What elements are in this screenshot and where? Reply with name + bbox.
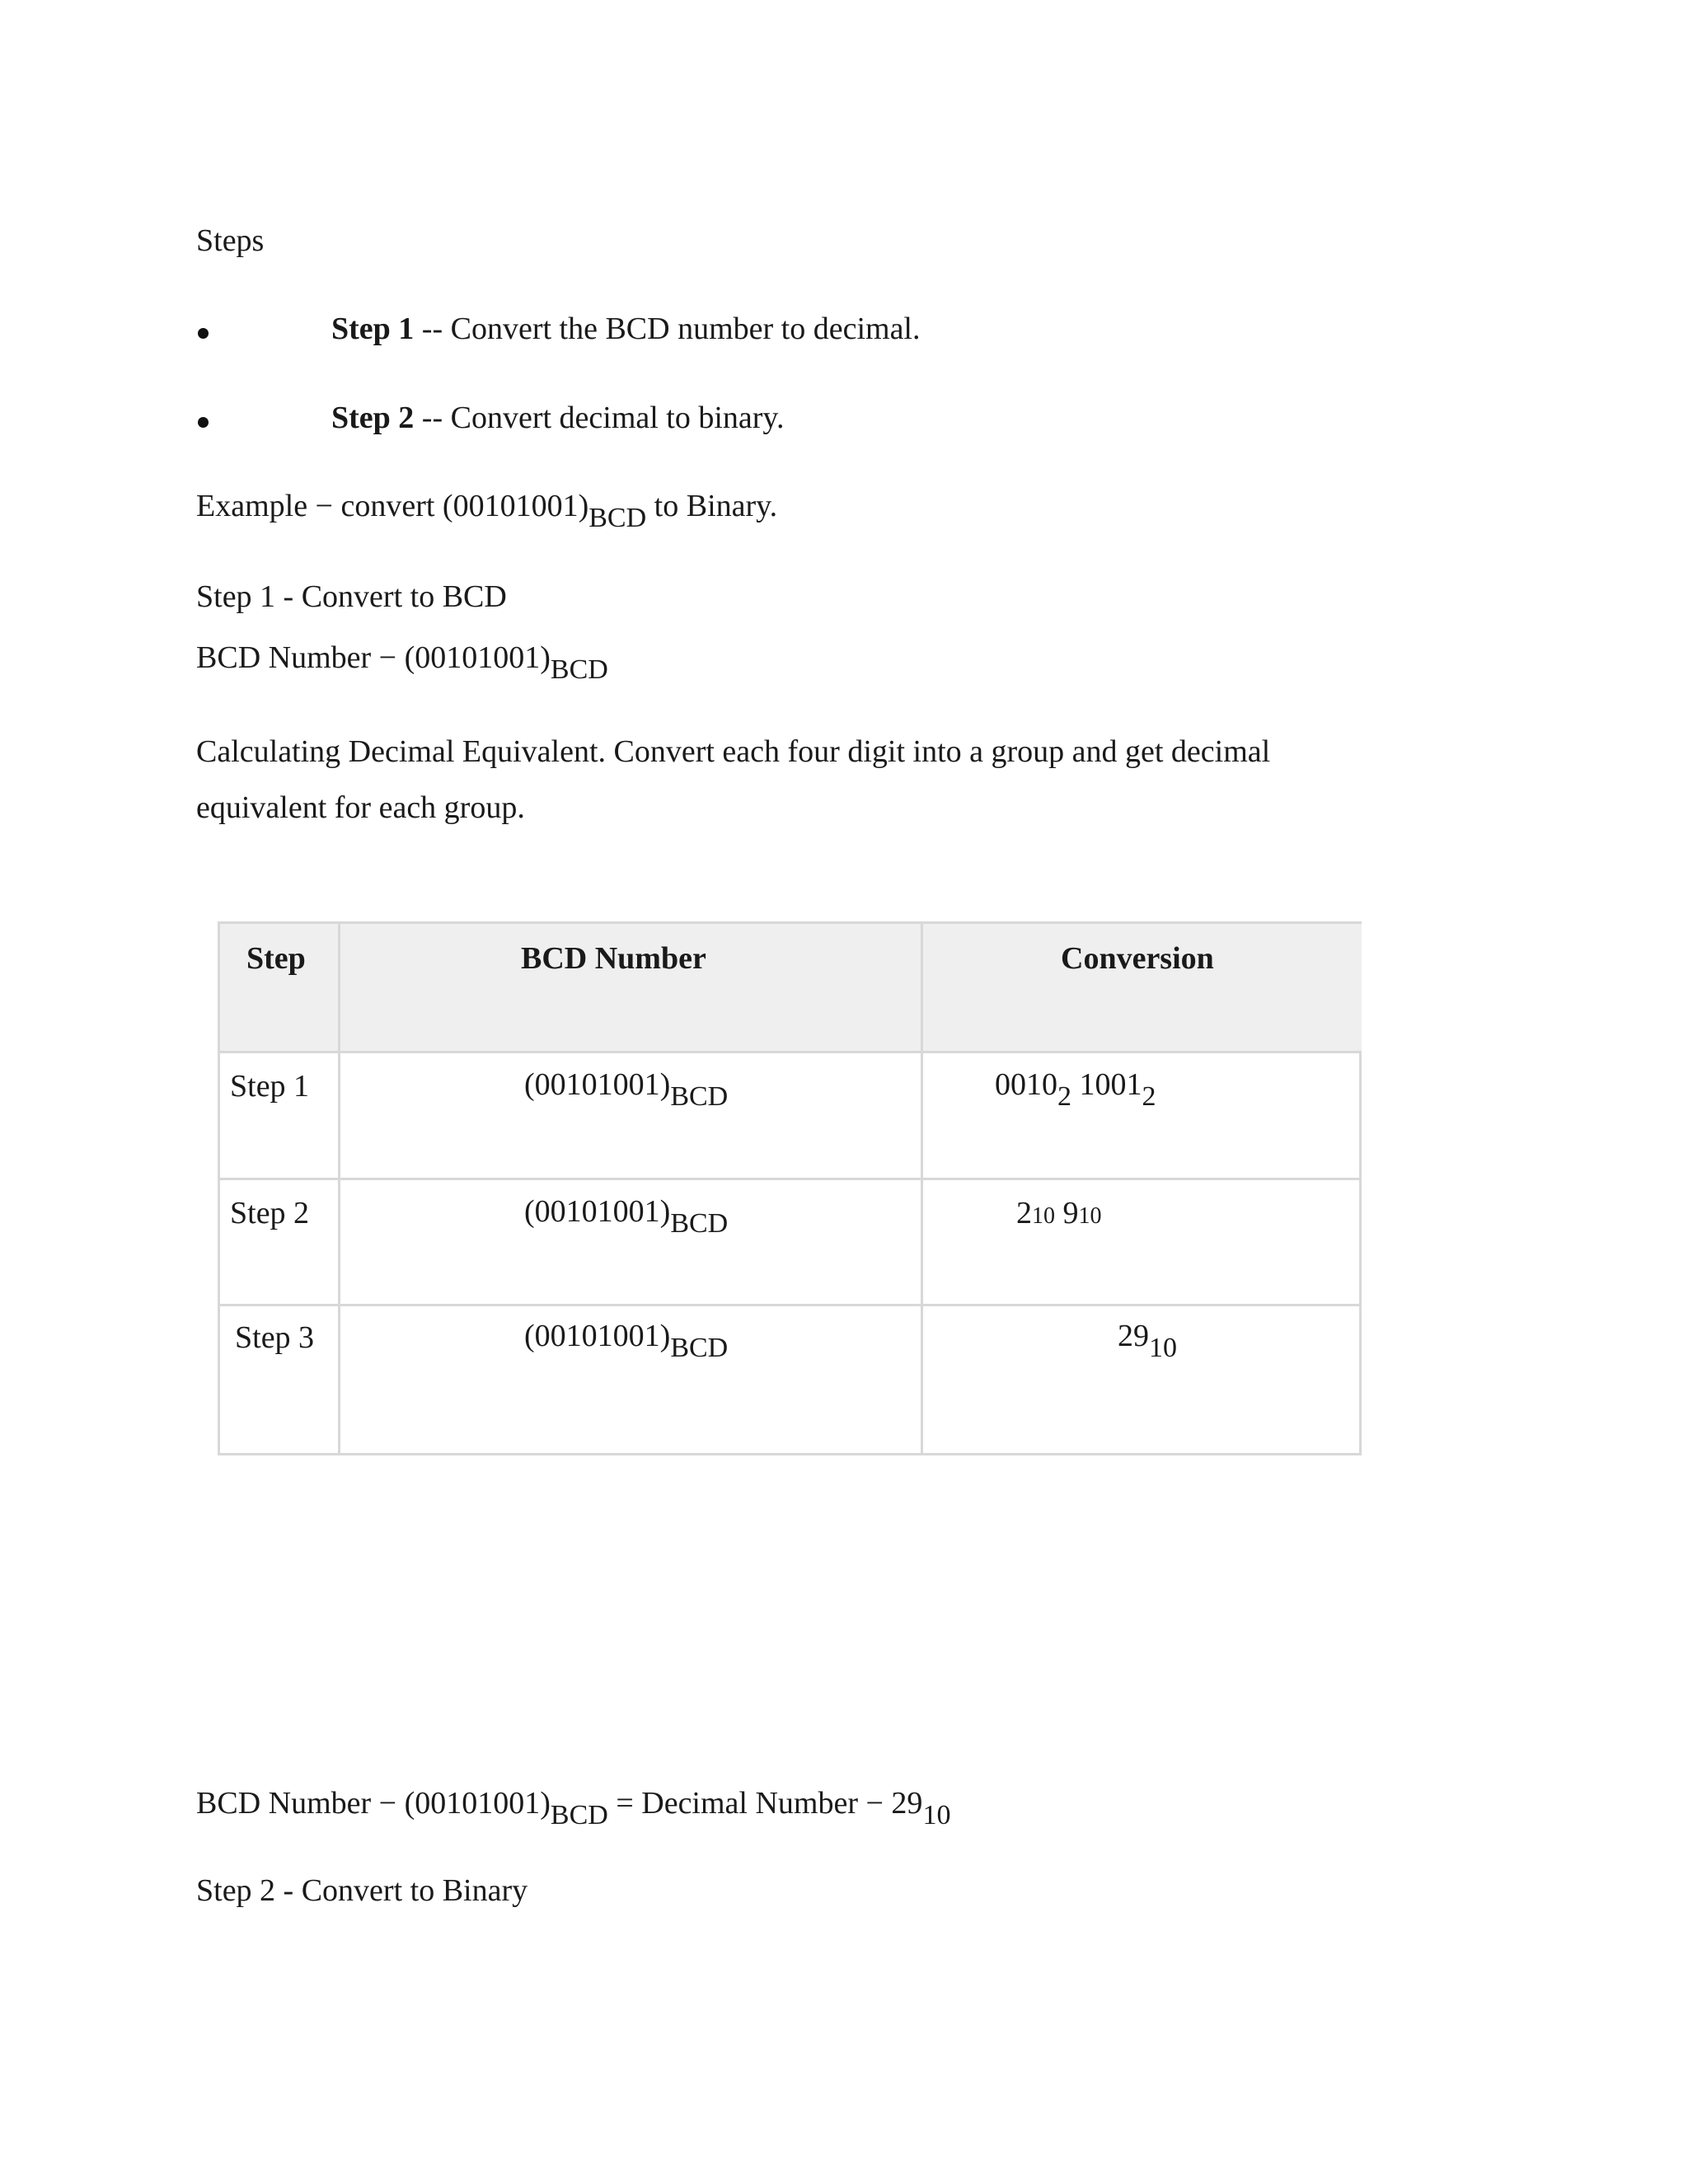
row-bcd-value — [524, 1066, 729, 1112]
row-conversion-value — [995, 1066, 1156, 1112]
bcd-subscript: BCD — [670, 1080, 729, 1112]
bullet-item-step1 — [331, 311, 921, 349]
bcd-subscript: BCD — [670, 1207, 729, 1239]
step2-title: Step 2 - Convert to Binary — [196, 1873, 528, 1908]
example-subscript: BCD — [588, 502, 647, 533]
header-step: Step — [246, 941, 306, 976]
conv-value: 9 — [1055, 1196, 1079, 1230]
conv-value: 1001 — [1071, 1067, 1142, 1102]
conv-value: 0010 — [995, 1067, 1057, 1102]
header-bcd-number: BCD Number — [521, 941, 706, 976]
calc-paragraph-line1: Calculating Decimal Equivalent. Convert each four digit into a group and get decimal — [196, 734, 1271, 769]
example-prefix: Example − convert (00101001) — [196, 489, 589, 523]
table-row — [220, 1053, 340, 1180]
bcd-number-line — [196, 640, 608, 685]
table-header-cell — [220, 924, 340, 1053]
bcd-line-subscript: BCD — [550, 654, 608, 685]
row-conversion-value — [1118, 1318, 1177, 1363]
result-line — [196, 1785, 951, 1830]
row-bcd-value — [524, 1318, 729, 1363]
row-step-label: Step 1 — [230, 1069, 310, 1104]
bcd-value: (00101001) — [524, 1319, 671, 1353]
row-conversion-value — [1016, 1195, 1102, 1233]
conv-subscript: 10 — [1078, 1203, 1102, 1229]
result-bcd: BCD Number − (00101001) — [196, 1786, 551, 1821]
table-row — [220, 1180, 340, 1306]
result-decimal: = Decimal Number − 29 — [607, 1786, 923, 1821]
table-row — [923, 1180, 1362, 1306]
bcd-subscript: BCD — [670, 1332, 729, 1363]
conv-subscript: 10 — [1149, 1332, 1177, 1363]
table-row — [923, 1306, 1362, 1455]
bullet-label: Step 1 — [331, 312, 415, 346]
bullet-item-step2 — [331, 400, 784, 438]
row-bcd-value — [524, 1193, 729, 1239]
conv-subscript: 10 — [1032, 1203, 1055, 1229]
table-header-cell — [340, 924, 923, 1053]
section-heading: Steps — [196, 223, 265, 258]
row-step-label: Step 3 — [235, 1320, 315, 1355]
row-step-label: Step 2 — [230, 1196, 310, 1230]
table-row — [923, 1053, 1362, 1180]
step1-title: Step 1 - Convert to BCD — [196, 579, 507, 614]
header-conversion: Conversion — [1061, 941, 1214, 976]
conv-value: 29 — [1118, 1319, 1149, 1353]
table-row — [340, 1180, 923, 1306]
result-bcd-subscript: BCD — [550, 1799, 608, 1830]
bullet-text: -- Convert the BCD number to decimal. — [414, 312, 921, 346]
conv-subscript: 2 — [1142, 1080, 1156, 1112]
conv-subscript: 2 — [1057, 1080, 1071, 1112]
bullet-label: Step 2 — [331, 401, 415, 435]
conv-value: 2 — [1016, 1196, 1032, 1230]
bcd-value: (00101001) — [524, 1194, 671, 1229]
conversion-table — [218, 921, 1362, 1455]
bullet-text: -- Convert decimal to binary. — [414, 401, 785, 435]
bcd-value: (00101001) — [524, 1067, 671, 1102]
table-row — [220, 1306, 340, 1455]
example-suffix: to Binary. — [646, 489, 778, 523]
table-row — [340, 1053, 923, 1180]
bullet-dot — [198, 417, 209, 428]
bullet-dot — [198, 328, 209, 339]
table-row — [340, 1306, 923, 1455]
result-decimal-subscript: 10 — [922, 1799, 951, 1830]
table-header-cell — [923, 924, 1362, 1053]
calc-paragraph-line2: equivalent for each group. — [196, 790, 525, 825]
example-line — [196, 488, 778, 533]
bcd-line-prefix: BCD Number − (00101001) — [196, 640, 551, 675]
